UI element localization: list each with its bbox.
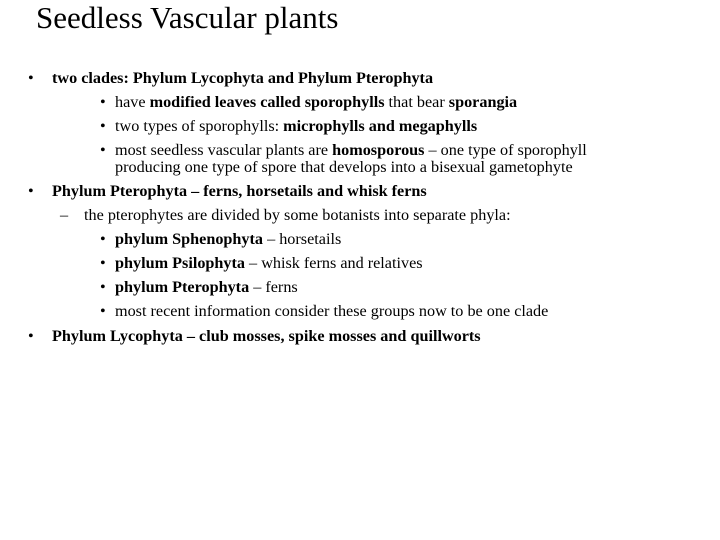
bullet-icon: • <box>100 141 106 159</box>
bullet-item-pterophyta <box>0 179 720 203</box>
bullet-item-modified-leaves <box>0 90 720 114</box>
bold-text: microphylls and megaphylls <box>283 117 478 135</box>
bold-text: phylum Sphenophyta <box>115 230 264 248</box>
bullet-item-homosporous <box>0 138 720 179</box>
text-run: – one type of sporophyll producing one type of spore that develops into a bisexual gametophyte <box>115 141 587 176</box>
bold-text: homosporous <box>332 141 425 159</box>
bullet-item-psilophyta <box>0 251 720 275</box>
bold-text: phylum Psilophyta <box>115 254 245 272</box>
slide-content <box>0 66 720 348</box>
text-run: most seedless vascular plants are <box>115 141 333 159</box>
dash-item-pterophytes-divided <box>0 203 720 227</box>
bold-text: modified leaves called sporophylls <box>149 93 385 111</box>
slide-title: Seedless Vascular plants <box>36 0 339 35</box>
text-run: that bear <box>384 93 449 111</box>
bullet-icon: • <box>100 117 106 135</box>
text-run: two types of sporophylls: <box>115 117 284 135</box>
bullet-icon: • <box>100 254 106 272</box>
text-run: – whisk ferns and relatives <box>245 254 423 272</box>
bullet-item-sphenophyta <box>0 227 720 251</box>
bullet-icon: • <box>28 182 34 200</box>
bullet-item-lycophyta <box>0 324 720 348</box>
dash-icon: – <box>60 206 69 224</box>
text-run: – horsetails <box>263 230 342 248</box>
bold-text: phylum Pterophyta <box>115 278 250 296</box>
text-run: have <box>115 93 150 111</box>
bullet-item-pterophyta-phylum <box>0 275 720 299</box>
bullet-icon: • <box>100 278 106 296</box>
bullet-item-sporophyll-types <box>0 114 720 138</box>
bold-text: Phylum Pterophyta – ferns, horsetails and whisk ferns <box>52 182 427 200</box>
bullet-icon: • <box>100 302 106 320</box>
text-run: the pterophytes are divided by some botanists into separate phyla: <box>84 206 511 224</box>
bullet-icon: • <box>28 326 34 345</box>
bold-text: two clades: Phylum Lycophyta and Phylum Pterophyta <box>52 69 434 87</box>
text-run: – ferns <box>249 278 298 296</box>
bullet-icon: • <box>100 230 106 248</box>
bold-text: sporangia <box>448 93 518 111</box>
text-run: most recent information consider these groups now to be one clade <box>115 302 549 320</box>
bullet-item-recent-info <box>0 299 720 324</box>
bullet-item-clades <box>0 66 720 90</box>
bold-text: Phylum Lycophyta – club mosses, spike mosses and quillworts <box>52 326 481 345</box>
bullet-icon: • <box>28 69 34 87</box>
bullet-icon: • <box>100 93 106 111</box>
